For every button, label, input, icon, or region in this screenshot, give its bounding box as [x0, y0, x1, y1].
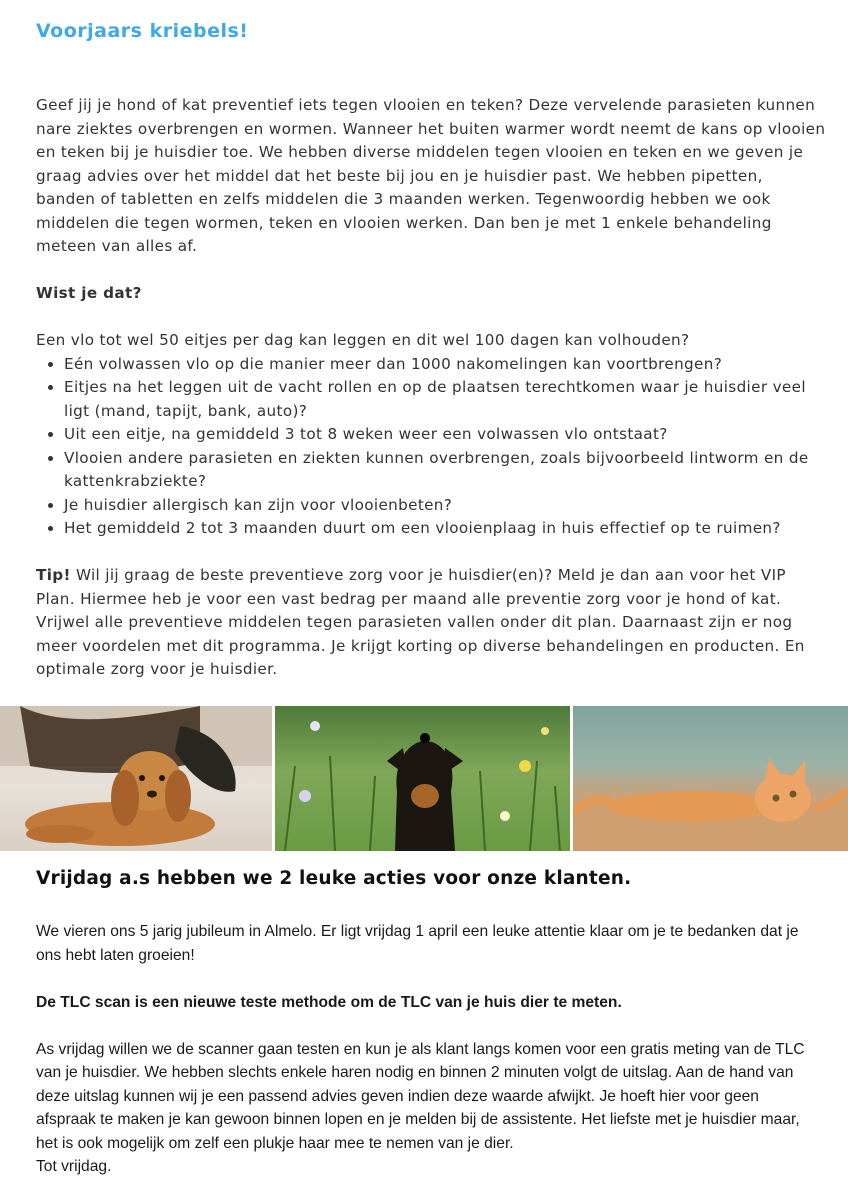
dog-in-grass-photo	[275, 706, 571, 851]
list-item: • Het gemiddeld 2 tot 3 maanden duurt om een vlooienplaag in huis effectief op te ruimen?	[64, 517, 826, 541]
intro-paragraph: Geef jij je hond of kat preventief iets tegen vlooien en teken? Deze vervelende parasieten kunnen nare ziektes overbrengen en wormen. Wanneer het buiten warmer wordt neemt de kans op vlooien en teken bij je huisdier toe. We hebben diverse middelen tegen vlooien en teken en we geven je graag advies over het middel dat het beste bij jou en je huisdier past. We hebben pipetten, banden of tabletten en zelfs middelen die 3 maanden werken. Tegenwoordig hebben we ook middelen die tegen wormen, teken en vlooien werken. Dan ben je met 1 enkele behandeling meteen van alles af.	[36, 96, 826, 255]
tlc-heading: De TLC scan is een nieuwe teste methode om de TLC van je huis dier te meten.	[36, 993, 622, 1011]
section-title-spring: Voorjaars kriebels!	[36, 20, 249, 42]
actions-article	[36, 920, 816, 1179]
facts-list	[36, 353, 826, 541]
section-title-actions: Vrijdag a.s hebben we 2 leuke acties voor onze klanten.	[36, 868, 632, 889]
closing-text: Tot vrijdag.	[36, 1158, 112, 1175]
tip-paragraph	[36, 564, 826, 682]
did-you-know-heading: Wist je dat?	[36, 284, 142, 302]
puppy-photo	[0, 706, 272, 851]
did-you-know-lead: Een vlo tot wel 50 eitjes per dag kan leggen en dit wel 100 dagen kan volhouden?	[36, 331, 690, 349]
photo-strip	[0, 706, 848, 851]
tlc-paragraph: As vrijdag willen we de scanner gaan testen en kun je als klant langs komen voor een gratis meting van de TLC van je huisdier. We hebben slechts enkele haren nodig en binnen 2 minuten volgt de uitslag. Aan de hand van deze uitslag kunnen wij je een passend advies geven indien deze waarde afwijkt. Je hoeft hier voor geen afspraak te maken je kan gewoon binnen lopen en je melden bij de assistente. Het liefste met je huisdier maar, het is ook mogelijk om zelf een plukje haar mee te nemen van je dier.	[36, 1040, 805, 1152]
list-item: • Vlooien andere parasieten en ziekten kunnen overbrengen, zoals bijvoorbeeld lintworm en de kattenkrabziekte?	[64, 447, 826, 494]
list-item: • Uit een eitje, na gemiddeld 3 tot 8 weken weer een volwassen vlo ontstaat?	[64, 423, 826, 447]
list-item: • Eén volwassen vlo op die manier meer dan 1000 nakomelingen kan voortbrengen?	[64, 353, 826, 377]
cat-photo	[573, 706, 848, 851]
list-item: • Eitjes na het leggen uit de vacht rollen en op de plaatsen terechtkomen waar je huisdier veel ligt (mand, tapijt, bank, auto)?	[64, 376, 826, 423]
list-item: • Je huisdier allergisch kan zijn voor vlooienbeten?	[64, 494, 826, 518]
spring-article	[36, 94, 826, 682]
jubilee-paragraph: We vieren ons 5 jarig jubileum in Almelo. Er ligt vrijdag 1 april een leuke attentie klaar om je te bedanken dat je ons hebt laten groeien!	[36, 923, 799, 964]
tip-text: Wil jij graag de beste preventieve zorg voor je huisdier(en)? Meld je dan aan voor het VIP Plan. Hiermee heb je voor een vast bedrag per maand alle preventie zorg voor je hond of kat. Vrijwel alle preventieve middelen tegen parasieten vallen onder dit plan. Daarnaast zijn er nog meer voordelen met dit programma. Je krijgt korting op diverse behandelingen en producten. En optimale zorg voor je huisdier.	[36, 566, 805, 678]
tip-label: Tip!	[36, 566, 71, 584]
